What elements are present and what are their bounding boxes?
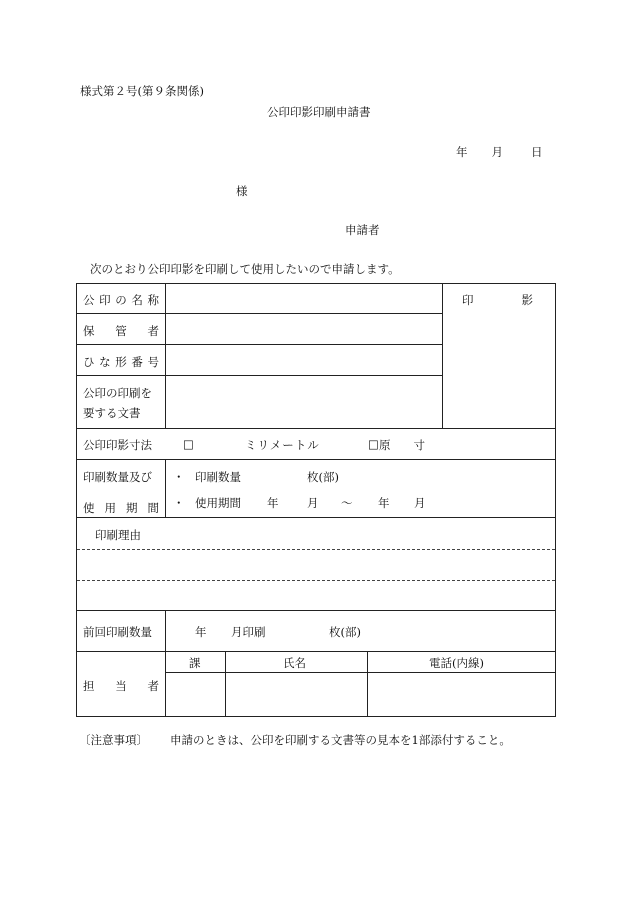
seal-name-label: 公 印 の 名 称 — [83, 293, 159, 307]
date-day: 日 — [531, 145, 543, 159]
applicant-label: 申請者 — [345, 223, 380, 237]
notice-text: 申請のときは、公印を印刷する文書等の見本を1部添付すること。 — [170, 733, 511, 747]
print-quantity-label: 印刷数量 — [195, 470, 241, 484]
bullet: ・ — [173, 496, 185, 510]
addressee-suffix: 様 — [236, 184, 248, 198]
use-period-label: 使用期間 — [195, 496, 241, 510]
option-mm-label: ミリメートル — [245, 438, 320, 452]
print-quantity-unit: 枚(部) — [307, 470, 339, 484]
target-doc-label-line2: 要する文書 — [83, 406, 141, 420]
target-doc-label-line1: 公印の印刷を — [83, 386, 152, 400]
period-end-year: 年 — [378, 496, 390, 510]
intro-text: 次のとおり公印印影を印刷して使用したいので申請します。 — [90, 262, 400, 276]
period-tilde: ～ — [341, 496, 353, 510]
contact-label: 担 当 者 — [83, 679, 159, 693]
quantity-period-label-line1: 印刷数量及び — [83, 470, 152, 484]
application-table — [76, 283, 581, 717]
print-reason-label: 印刷理由 — [95, 528, 141, 542]
quantity-period-label-line2: 使 用 期 間 — [83, 501, 159, 515]
period-start-year: 年 — [267, 496, 279, 510]
previous-quantity-label: 前回印刷数量 — [83, 625, 152, 639]
seal-size-label: 公印印影寸法 — [83, 438, 152, 452]
template-number-label: ひ な 形 番 号 — [83, 355, 159, 369]
previous-unit: 枚(部) — [329, 625, 361, 639]
checkbox-actual-size[interactable]: □ — [368, 437, 379, 451]
date-month: 月 — [491, 145, 503, 159]
period-start-month: 月 — [307, 496, 319, 510]
date-year: 年 — [456, 145, 468, 159]
bullet: ・ — [173, 470, 185, 484]
col-name: 氏名 — [283, 656, 306, 670]
document-title: 公印印影印刷申請書 — [267, 105, 371, 119]
checkbox-mm[interactable]: □ — [183, 437, 194, 451]
notice — [79, 732, 511, 748]
custodian-label: 保 管 者 — [83, 324, 159, 338]
date-line — [456, 144, 543, 160]
form-number: 様式第２号(第９条関係) — [80, 84, 204, 98]
option-actual-size-label: 原 寸 — [379, 438, 425, 452]
col-section: 課 — [189, 656, 201, 670]
period-end-month: 月 — [414, 496, 426, 510]
notice-label: 〔注意事項〕 — [79, 733, 148, 747]
previous-year: 年 — [195, 625, 207, 639]
previous-month-print: 月印刷 — [231, 625, 266, 639]
seal-impression-label: 印影 — [462, 293, 581, 307]
col-phone: 電話(内線) — [429, 656, 484, 670]
